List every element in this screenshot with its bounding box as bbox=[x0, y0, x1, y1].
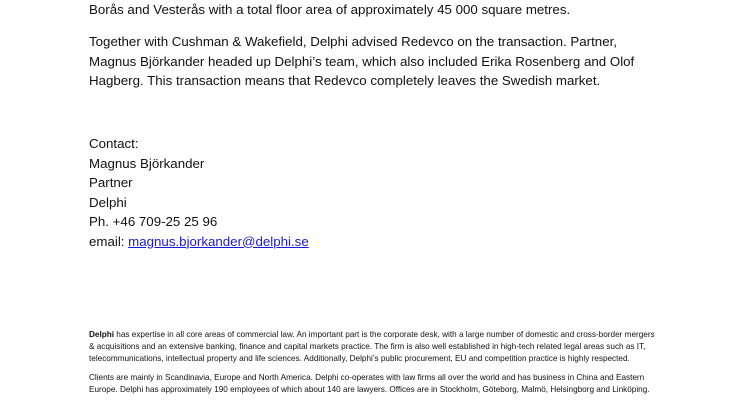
boilerplate-paragraph-1 bbox=[89, 329, 661, 365]
contact-email-line bbox=[89, 232, 309, 252]
contact-name: Magnus Björkander bbox=[89, 155, 205, 171]
boilerplate-firm-name: Delphi bbox=[89, 330, 115, 339]
contact-phone: Ph. +46 709-25 25 96 bbox=[89, 214, 218, 229]
contact-firm: Delphi bbox=[89, 194, 127, 210]
contact-title: Partner bbox=[89, 175, 133, 190]
body-paragraph-1: Borås and Vesterås with a total floor area of approximately 45 000 square metres. bbox=[89, 2, 571, 17]
firm-boilerplate bbox=[89, 329, 661, 396]
body-paragraph-2: Together with Cushman & Wakefield, Delphi advised Redevco on the transaction. Partner, Magnus Björkander headed up Delphi’s team, which also included Erika Rosenberg and Olof Hagberg. This transaction means that Redevco completely leaves the Swedish market. bbox=[89, 34, 635, 88]
contact-email-label: email: bbox=[89, 233, 129, 249]
contact-heading: Contact: bbox=[89, 136, 139, 151]
boilerplate-paragraph-2: Clients are mainly in Scandinavia, Europe and North America. Delphi co-operates with law firms all over the world and has business in China and Eastern Europe. Delphi has approximately 190 employees of which about 140 are lawyers. Offices are in Stockholm, Göteborg, Malmö, Helsingborg and Linköping. bbox=[89, 373, 650, 394]
boilerplate-paragraph-1-text: has expertise in all core areas of commercial law. An important part is the corporate desk, with a large number of domestic and cross-border mergers & acquisitions and an extensive banking, finance and capital markets practice. The firm is also well established in high-tech related legal areas such as IT, telecommunications, intellectual property and life sciences. Additionally, Delphi’s public procurement, EU and competition practice is highly respected. bbox=[89, 330, 655, 363]
contact-block bbox=[89, 134, 309, 251]
contact-email-link[interactable]: magnus.bjorkander@delphi.se bbox=[128, 233, 309, 249]
